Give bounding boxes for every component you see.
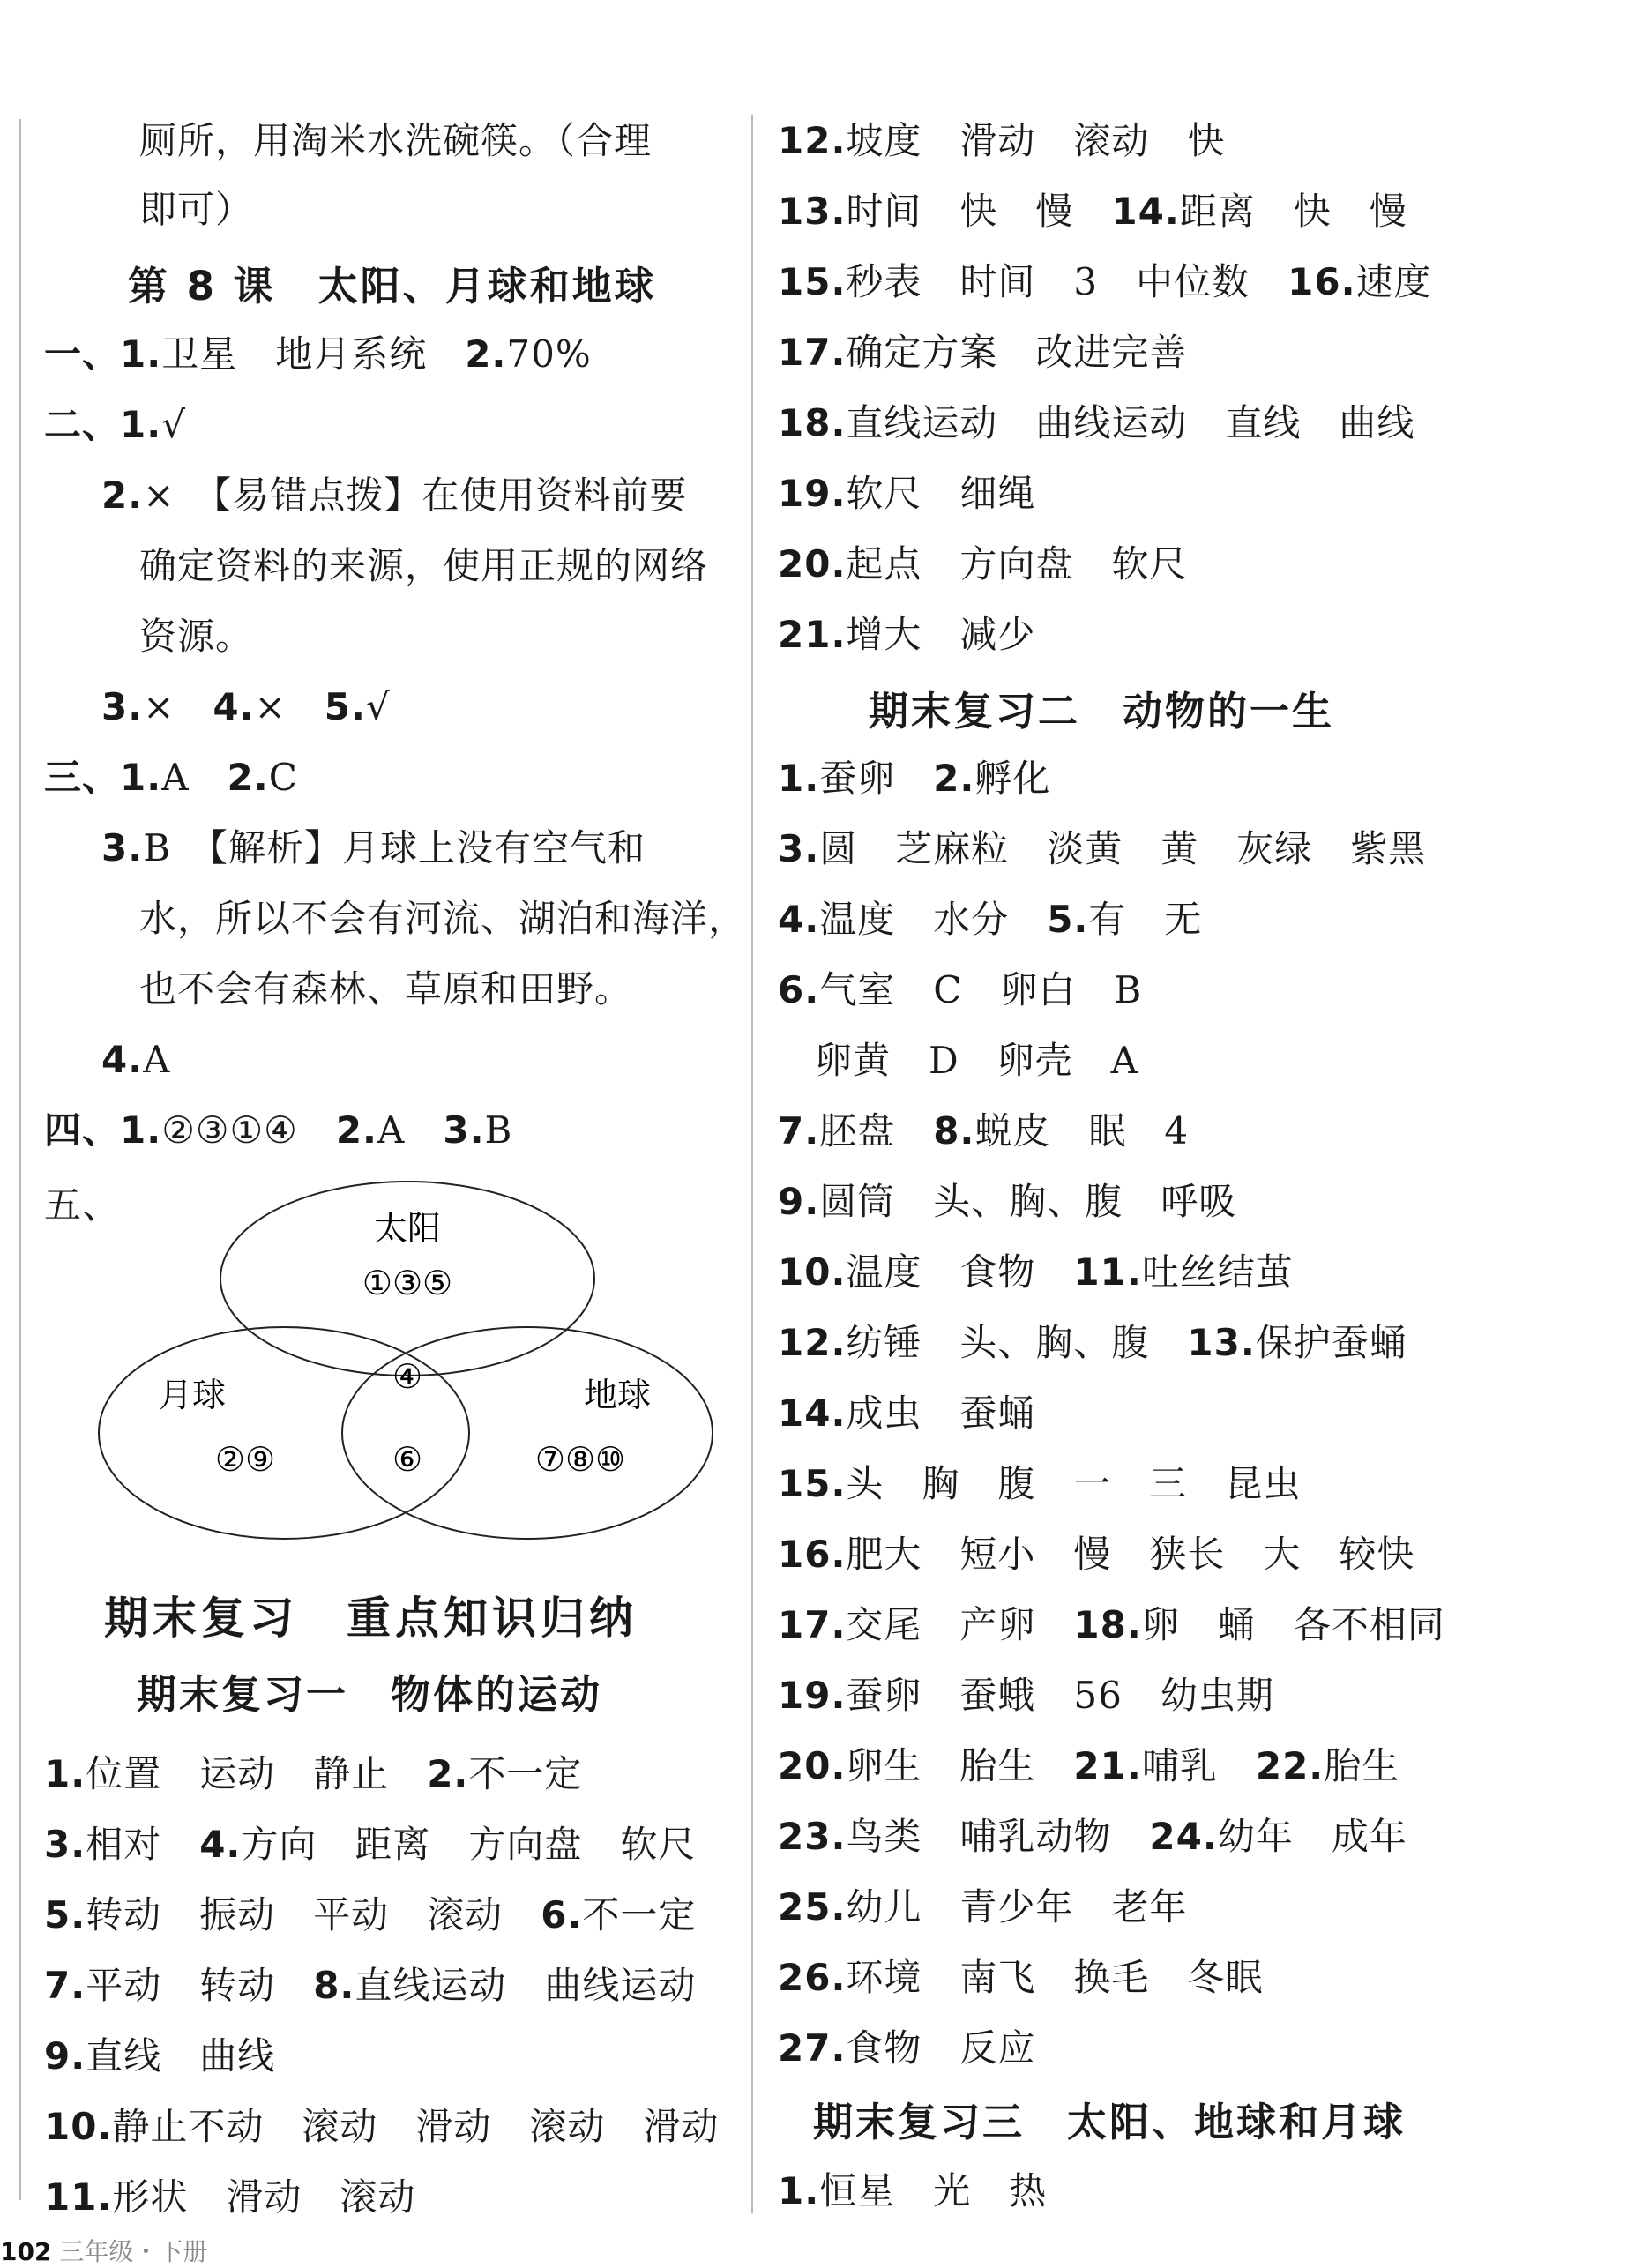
answer-line: 3.圆 芝麻粒 淡黄 黄 灰绿 紫黑	[778, 827, 1427, 870]
lesson-8-title: 第 8 课 太阳、月球和地球	[128, 263, 657, 310]
venn-diagram	[88, 1180, 723, 1550]
answer-line: 23.鸟类 哺乳动物 24.幼年 成年	[778, 1815, 1407, 1858]
answer-line: 3.B 【解析】月球上没有空气和	[101, 826, 646, 869]
answer-line: 14.成虫 蚕蛹	[778, 1391, 1036, 1435]
answer-line: 1.恒星 光 热	[778, 2169, 1048, 2212]
review3-title: 期末复习三 太阳、地球和月球	[813, 2099, 1407, 2145]
answer-line: 19.软尺 细绳	[778, 472, 1036, 515]
answer-line: 水，所以不会有河流、湖泊和海洋，	[139, 897, 747, 940]
review-section-title: 期末复习 重点知识归纳	[104, 1593, 638, 1644]
answer-line: 13.时间 快 慢 14.距离 快 慢	[778, 190, 1407, 233]
answer-line: 18.直线运动 曲线运动 直线 曲线	[778, 401, 1415, 444]
answer-line: 19.蚕卵 蚕蛾 56 幼虫期	[778, 1674, 1274, 1717]
answer-line: 12.纺锤 头、胸、腹 13.保护蚕蛹	[778, 1321, 1407, 1364]
answer-line: 15.秒表 时间 3 中位数 16.速度	[778, 260, 1432, 303]
review1-title: 期末复习一 物体的运动	[137, 1671, 603, 1718]
earth-items: ⑦⑧⑩	[534, 1440, 626, 1479]
page-number: 102	[0, 2237, 52, 2266]
answer-line: 确定资料的来源，使用正规的网络	[139, 544, 709, 587]
answer-line: 3.× 4.× 5.√	[101, 685, 391, 728]
footer-grade: 三年级・下册	[59, 2237, 208, 2266]
answer-line: 9.圆筒 头、胸、腹 呼吸	[778, 1180, 1237, 1223]
answer-line: 五、	[44, 1183, 121, 1227]
answer-line: 2.× 【易错点拨】在使用资料前要	[101, 474, 688, 517]
left-margin-rule	[19, 119, 21, 2200]
answer-line: 25.幼儿 青少年 老年	[778, 1885, 1188, 1929]
answer-line: 四、1.②③①④ 2.A 3.B	[44, 1108, 513, 1152]
answer-line: 一、1.卫星 地月系统 2.70%	[44, 332, 592, 376]
answer-line: 26.环境 南飞 换毛 冬眠	[778, 1956, 1264, 1999]
answer-line: 资源。	[139, 615, 254, 658]
answer-line: 21.增大 减少	[778, 613, 1036, 656]
answer-line: 15.头 胸 腹 一 三 昆虫	[778, 1462, 1302, 1505]
answer-line: 卵黄 D 卵壳 A	[815, 1039, 1139, 1082]
answer-line: 4.A	[101, 1038, 171, 1081]
answer-line: 16.肥大 短小 慢 狭长 大 较快	[778, 1533, 1415, 1576]
answer-line: 9.直线 曲线	[44, 2034, 276, 2078]
moon-label: 月球	[158, 1376, 227, 1414]
moon-earth-intersection-items: ⑥	[392, 1440, 423, 1479]
moon-items: ②⑨	[214, 1440, 276, 1479]
answer-line: 11.形状 滑动 滚动	[44, 2175, 416, 2219]
answer-line: 10.温度 食物 11.吐丝结茧	[778, 1250, 1294, 1294]
page-footer	[0, 2233, 207, 2268]
answer-line: 二、1.√	[44, 403, 186, 446]
answer-line: 17.交尾 产卵 18.卵 蛹 各不相同	[778, 1603, 1445, 1646]
answer-line: 也不会有森林、草原和田野。	[139, 967, 633, 1011]
answer-line: 20.卵生 胎生 21.哺乳 22.胎生	[778, 1744, 1400, 1787]
answer-line: 10.静止不动 滚动 滑动 滚动 滑动	[44, 2105, 720, 2148]
sun-label: 太阳	[373, 1209, 442, 1248]
answer-line: 12.坡度 滑动 滚动 快	[778, 119, 1226, 162]
answer-line: 7.平动 转动 8.直线运动 曲线运动	[44, 1964, 697, 2007]
answer-line: 7.胚盘 8.蜕皮 眠 4	[778, 1109, 1190, 1153]
answer-line: 1.蚕卵 2.孵化	[778, 757, 1051, 800]
review2-title: 期末复习二 动物的一生	[869, 688, 1335, 735]
column-divider	[751, 115, 753, 2213]
answer-line: 1.位置 运动 静止 2.不一定	[44, 1752, 583, 1795]
continued-answer-line: 厕所，用淘米水洗碗筷。（合理	[139, 119, 653, 162]
earth-label: 地球	[583, 1376, 652, 1414]
answer-line: 5.转动 振动 平动 滚动 6.不一定	[44, 1893, 697, 1936]
answer-line: 27.食物 反应	[778, 2026, 1036, 2070]
sun-items: ①③⑤	[362, 1264, 453, 1302]
answer-line: 3.相对 4.方向 距离 方向盘 软尺	[44, 1823, 697, 1866]
answer-line: 20.起点 方向盘 软尺	[778, 542, 1188, 586]
center-intersection-items: ④	[392, 1357, 423, 1396]
answer-line: 4.温度 水分 5.有 无	[778, 898, 1203, 941]
answer-line: 三、1.A 2.C	[44, 756, 298, 799]
answer-line: 6.气室 C 卵白 B	[778, 968, 1143, 1011]
continued-answer-line: 即可）	[139, 188, 254, 231]
answer-line: 17.确定方案 改进完善	[778, 331, 1188, 374]
